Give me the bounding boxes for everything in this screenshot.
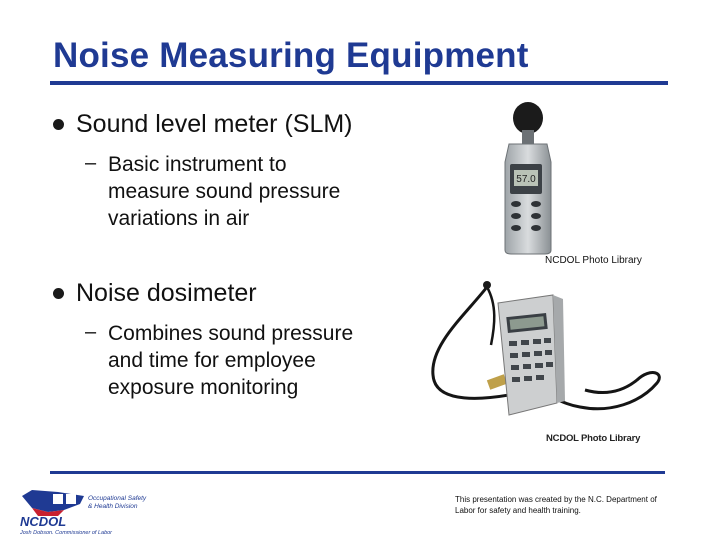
sub-bullet-dosimeter-description: Combines sound pressure and time for employee exposure monitoring bbox=[108, 322, 354, 399]
bullet-dot bbox=[53, 119, 64, 130]
sub-bullet-dash: – bbox=[85, 152, 97, 174]
sound-level-meter-photo bbox=[495, 100, 565, 255]
footer-disclaimer: This presentation was created by the N.C. Department of Labor for safety and health training. bbox=[455, 495, 657, 515]
bullet-sound-level-meter: Sound level meter (SLM) bbox=[76, 110, 353, 138]
sub-bullet-slm-description: Basic instrument to measure sound pressure variations in air bbox=[108, 153, 341, 230]
slm-display-readout: 57.0 bbox=[516, 174, 536, 185]
sub-bullet-dash: – bbox=[85, 321, 97, 343]
footer-rule bbox=[50, 471, 665, 474]
ncdol-logo bbox=[18, 486, 168, 534]
title-underline bbox=[50, 81, 668, 85]
slide-title: Noise Measuring Equipment bbox=[53, 36, 529, 75]
svg-text:Josh Dobson, Commissioner of L: Josh Dobson, Commissioner of Labor bbox=[20, 530, 113, 534]
svg-text:Occupational Safety: Occupational Safety bbox=[88, 495, 147, 502]
svg-text:NCDOL: NCDOL bbox=[20, 514, 67, 529]
noise-dosimeter-photo bbox=[425, 275, 675, 435]
bullet-noise-dosimeter: Noise dosimeter bbox=[76, 279, 257, 307]
svg-text:& Health Division: & Health Division bbox=[88, 503, 138, 510]
photo-credit-slm: NCDOL Photo Library bbox=[545, 255, 642, 266]
photo-credit-dosimeter: NCDOL Photo Library bbox=[546, 433, 641, 444]
bullet-dot bbox=[53, 288, 64, 299]
